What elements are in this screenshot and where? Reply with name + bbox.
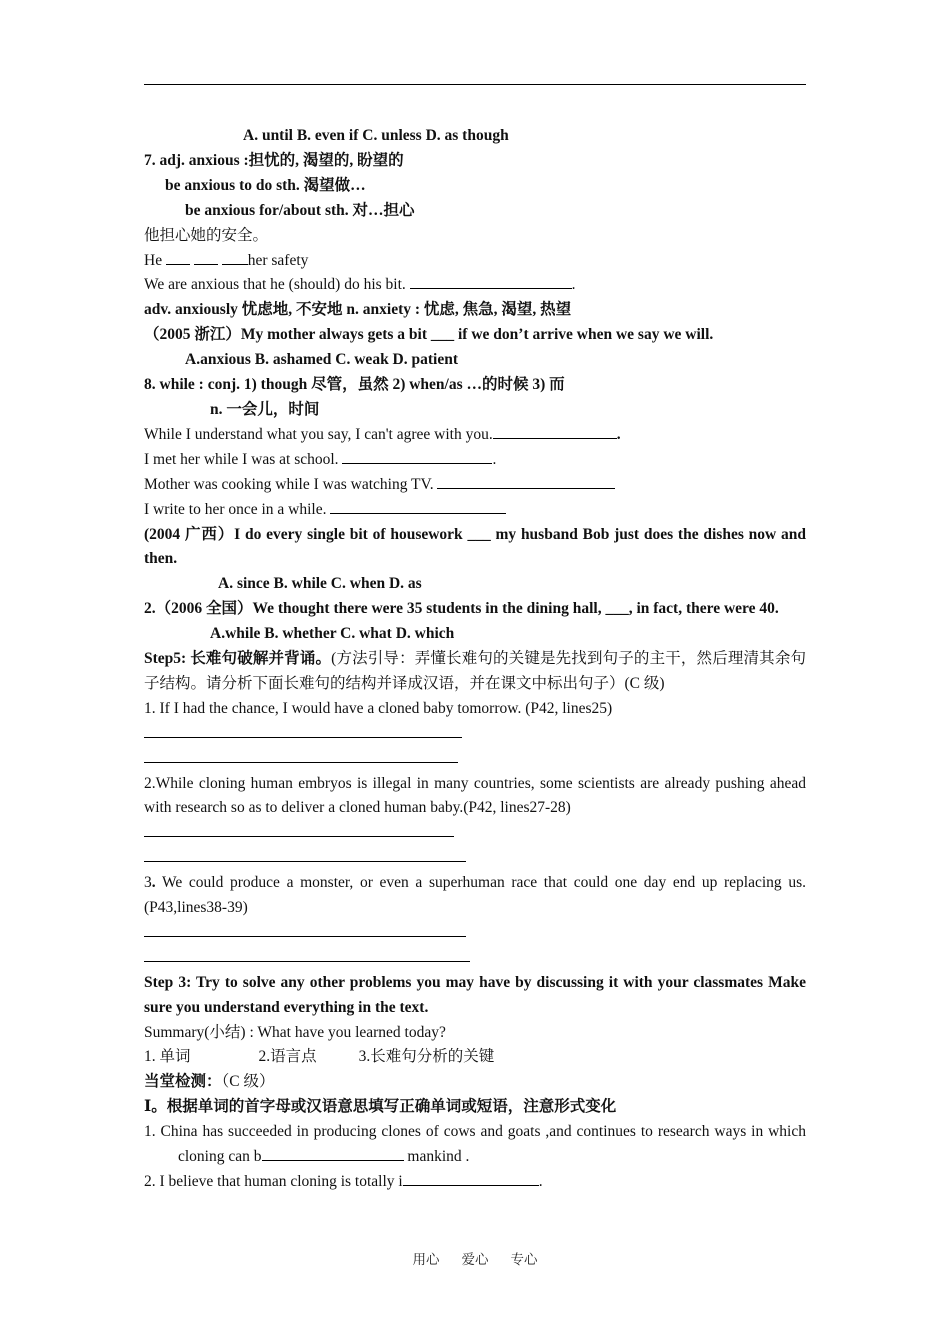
quiz-heading: 当堂检测：（C 级） xyxy=(144,1073,275,1091)
vocab-forms: adv. anxiously 忧虑地, 不安地 n. anxiety : 忧虑, 焦急, 渴望, 热望 xyxy=(144,301,572,319)
blank[interactable] xyxy=(437,474,615,489)
answer-line[interactable] xyxy=(144,747,806,772)
blank[interactable] xyxy=(493,424,617,439)
example-sentence: Mother was cooking while I was watching TV. xyxy=(144,473,806,498)
options-line: A. until B. even if C. unless D. as though xyxy=(243,127,509,144)
phrase-line: be anxious to do sth. 渴望做… xyxy=(165,176,366,194)
fill-blank-line: He her safety xyxy=(144,251,309,269)
worksheet-body xyxy=(144,124,806,1195)
vocab-heading-while: 8. while : conj. 1) though 尽管，虽然 2) when/as …的时候 3) 而 xyxy=(144,376,565,394)
summary-items: 1. 单词 2.语言点 3.长难句分析的关键 xyxy=(144,1048,495,1066)
blank[interactable] xyxy=(403,1171,539,1186)
blank[interactable] xyxy=(410,274,572,289)
example-sentence: While I understand what you say, I can't agree with you. . xyxy=(144,425,621,443)
options-line: A.anxious B. ashamed C. weak D. patient xyxy=(185,351,459,369)
footer-word: 专心 xyxy=(510,1252,538,1267)
quiz-item-1: 1. China has succeeded in producing clones of cows and goats ,and continues to research ways in which cloning can b mankind . xyxy=(144,1123,806,1166)
blank[interactable] xyxy=(330,499,506,514)
quiz-instruction: Ⅰ。根据单词的首字母或汉语意思填写正确单词或短语，注意形式变化 xyxy=(144,1098,617,1116)
answer-line[interactable] xyxy=(144,946,806,971)
chinese-sentence: 他担心她的安全。 xyxy=(144,226,269,244)
step3-heading: Step 3: Try to solve any other problems you may have by discussing it with your classmates Make sure you understand everything in the text. xyxy=(144,973,806,1016)
footer-word: 爱心 xyxy=(461,1252,489,1267)
blank[interactable] xyxy=(194,250,218,265)
vocab-heading-anxious: 7. adj. anxious :担忧的, 渴望的, 盼望的 xyxy=(144,151,404,169)
answer-line[interactable] xyxy=(144,921,806,946)
summary-line: Summary(小结) : What have you learned today? xyxy=(144,1023,446,1041)
phrase-line: be anxious for/about sth. 对…担心 xyxy=(185,201,415,219)
vocab-meaning: n. 一会儿，时间 xyxy=(210,400,320,418)
header-rule xyxy=(144,84,806,85)
long-sentence-2: 2.While cloning human embryos is illegal in many countries, some scientists are already pushing ahead with research so as to deliver a cloned human baby.(P42, lines27-28) xyxy=(144,774,806,817)
exam-question: (2004 广西）I do every single bit of housework ___ my husband Bob just does the dishes now and then. xyxy=(144,525,806,568)
blank[interactable] xyxy=(222,250,248,265)
step5-heading: Step5: 长难句破解并背诵。(方法引导：弄懂长难句的关键是先找到句子的主干，然后理清其余句子结构。请分析下面长难句的结构并译成汉语，并在课文中标出句子）(C 级) xyxy=(144,650,806,692)
footer-word: 用心 xyxy=(412,1252,440,1267)
answer-line[interactable] xyxy=(144,821,806,846)
blank[interactable] xyxy=(342,449,492,464)
long-sentence-3: 3. We could produce a monster, or even a superhuman race that could one day end up replacing us.(P43,lines38-39) xyxy=(144,874,806,917)
page-footer xyxy=(0,1248,950,1268)
answer-line[interactable] xyxy=(144,722,806,747)
example-sentence: We are anxious that he (should) do his bit. . xyxy=(144,276,576,294)
long-sentence-1: 1. If I had the chance, I would have a cloned baby tomorrow. (P42, lines25) xyxy=(144,699,613,717)
quiz-item-2: 2. I believe that human cloning is totally i . xyxy=(144,1172,543,1190)
example-sentence: I met her while I was at school. . xyxy=(144,450,497,468)
exam-question: 2.（2006 全国）We thought there were 35 students in the dining hall, ___, in fact, there were 40. xyxy=(144,600,779,618)
answer-line[interactable] xyxy=(144,846,806,871)
options-line: A.while B. whether C. what D. which xyxy=(210,625,455,643)
blank[interactable] xyxy=(262,1146,404,1161)
options-line: A. since B. while C. when D. as xyxy=(218,575,422,593)
blank[interactable] xyxy=(166,250,190,265)
exam-question: （2005 浙江）My mother always gets a bit ___ if we don’t arrive when we say we will. xyxy=(144,326,714,344)
example-sentence: I write to her once in a while. xyxy=(144,498,806,523)
